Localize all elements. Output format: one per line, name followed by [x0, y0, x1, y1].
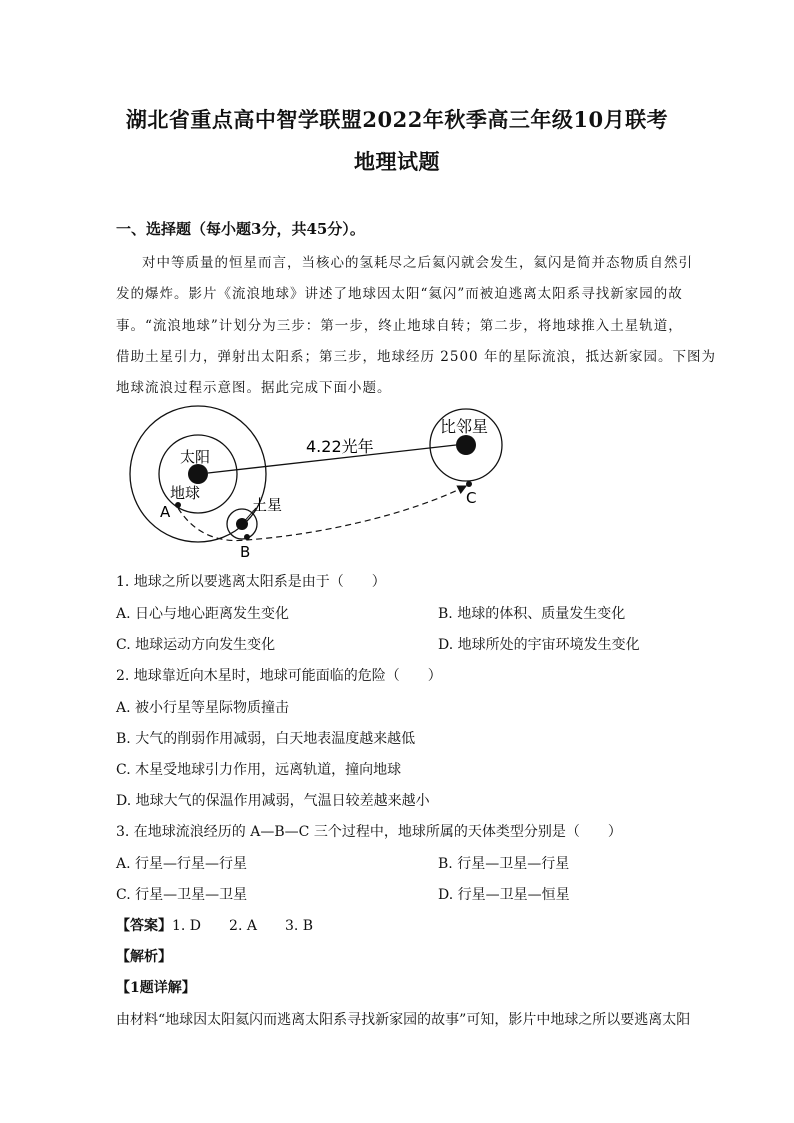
passage-line: 借助土星引力，弹射出太阳系；第三步，地球经历 2500 年的星际流浪，抵达新家园。下图为 — [116, 349, 716, 365]
question-option: A. 日心与地心距离发生变化 — [116, 606, 290, 622]
answer-row — [116, 915, 313, 935]
document-subtitle: 地理试题 — [354, 149, 440, 174]
earth-label: 地球 — [170, 484, 201, 502]
proxima-dot — [456, 435, 476, 455]
question-option: C. 木星受地球引力作用，远离轨道，撞向地球 — [116, 762, 402, 778]
proxima-label: 比邻星 — [440, 417, 489, 436]
question-option: D. 地球所处的宇宙环境发生变化 — [438, 637, 640, 653]
trajectory-path — [178, 486, 466, 541]
point-b-dot — [244, 534, 250, 540]
sun-dot — [188, 464, 208, 484]
question-option: B. 大气的削弱作用减弱，白天地表温度越来越低 — [116, 731, 416, 747]
point-c-dot — [466, 481, 472, 487]
question-option: A. 行星—行星—行星 — [116, 856, 248, 872]
distance-label: 4.22光年 — [306, 437, 374, 456]
document-title: 湖北省重点高中智学联盟2022年秋季高三年级10月联考 — [125, 107, 669, 132]
question-option: C. 地球运动方向发生变化 — [116, 637, 276, 653]
question-option: C. 行星—卫星—卫星 — [116, 887, 248, 903]
question-option: B. 行星—卫星—行星 — [438, 856, 570, 872]
passage-line: 事。“流浪地球”计划分为三步：第一步，终止地球自转；第二步，将地球推入土星轨道， — [116, 318, 683, 334]
point-c-label: C — [466, 489, 477, 507]
analysis-subheading: 【1题详解】 — [116, 980, 196, 996]
question-stem: 2. 地球靠近向木星时，地球可能面临的危险（ ） — [116, 668, 442, 684]
point-a-label: A — [160, 503, 171, 521]
passage-line: 发的爆炸。影片《流浪地球》讲述了地球因太阳“氦闪”而被迫逃离太阳系寻找新家园的故 — [116, 286, 683, 302]
point-b-label: B — [240, 543, 251, 561]
earth-wandering-diagram — [128, 400, 548, 565]
question-option: D. 地球大气的保温作用减弱，气温日较差越来越小 — [116, 793, 430, 809]
question-stem: 1. 地球之所以要逃离太阳系是由于（ ） — [116, 574, 386, 590]
section-heading: 一、选择题（每小题3分，共45分）。 — [116, 220, 365, 238]
question-option: A. 被小行星等星际物质撞击 — [116, 700, 290, 716]
answer-values: 1. D 2. A 3. B — [172, 918, 314, 934]
analysis-text: 由材料“地球因太阳氦闪而逃离太阳系寻找新家园的故事”可知，影片中地球之所以要逃离太阳 — [116, 1012, 691, 1028]
answer-label: 【答案】 — [116, 918, 172, 934]
question-option: B. 地球的体积、质量发生变化 — [438, 606, 626, 622]
earth-dot — [175, 502, 181, 508]
question-option: D. 行星—卫星—恒星 — [438, 887, 570, 903]
passage-line: 地球流浪过程示意图。据此完成下面小题。 — [116, 380, 392, 396]
saturn-label: 土星 — [252, 496, 283, 514]
question-stem: 3. 在地球流浪经历的 A—B—C 三个过程中，地球所属的天体类型分别是（ ） — [116, 824, 622, 840]
sun-label: 太阳 — [180, 448, 211, 466]
passage-line: 对中等质量的恒星而言，当核心的氢耗尽之后氦闪就会发生，氦闪是简并态物质自然引 — [142, 255, 693, 271]
analysis-label: 【解析】 — [116, 949, 172, 965]
